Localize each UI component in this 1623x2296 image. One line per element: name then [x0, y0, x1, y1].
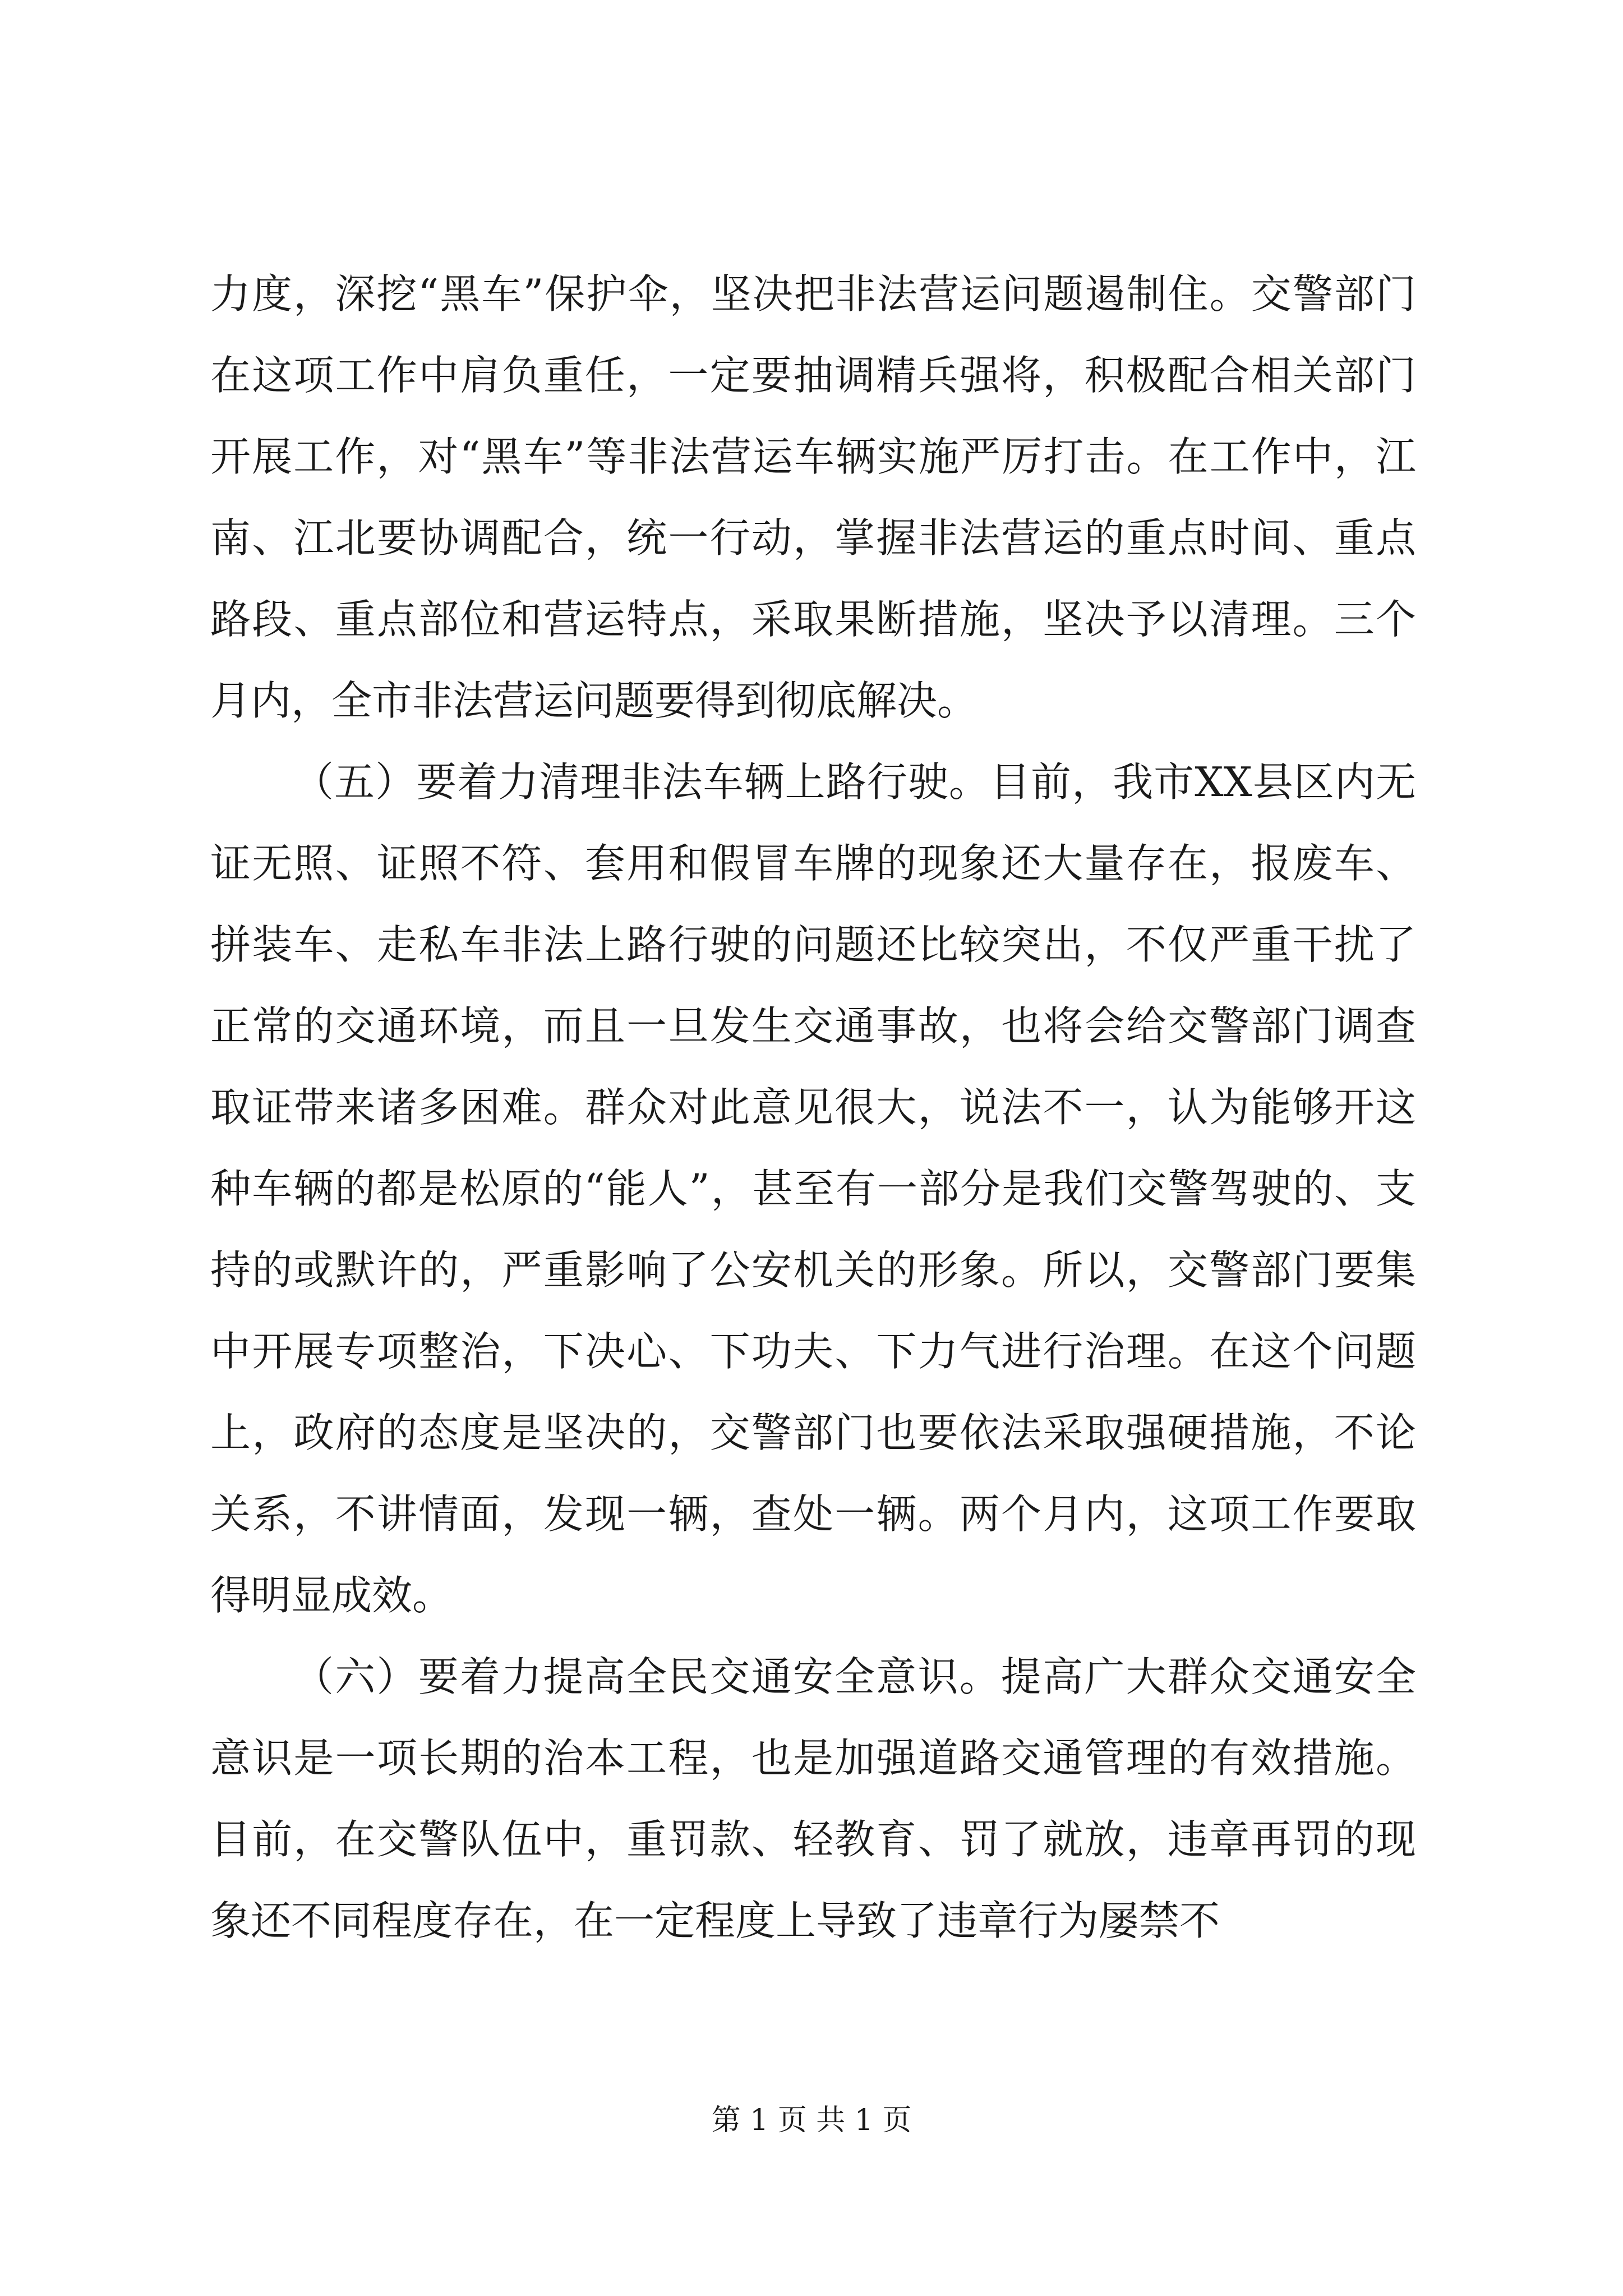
page-footer: 第 1 页 共 1 页 — [711, 2104, 912, 2137]
paragraph-3: （六）要着力提高全民交通安全意识。提高广大群众交通安全意识是一项长期的治本工程，也是加强道路交通管理的有效措施。目前，在交警队伍中，重罚款、轻教育、罚了就放，违章再罚的现象还不同程度存在，在一定程度上导致了违章行为屡禁不 — [210, 1653, 1416, 1944]
paragraph-2: （五）要着力清理非法车辆上路行驶。目前，我市XX县区内无证无照、证照不符、套用和假冒车牌的现象还大量存在，报废车、拼装车、走私车非法上路行驶的问题还比较突出，不仅严重干扰了正常的交通环境，而且一旦发生交通事故，也将会给交警部门调查取证带来诸多困难。群众对此意见很大，说法不一，认为能够开这种车辆的都是松原的“能人”，甚至有一部分是我们交警驾驶的、支持的或默许的，严重影响了公安机关的形象。所以，交警部门要集中开展专项整治，下决心、下功夫、下力气进行治理。在这个问题上，政府的态度是坚决的，交警部门也要依法采取强硬措施，不论关系，不讲情面，发现一辆，查处一辆。两个月内，这项工作要取得明显成效。 — [210, 758, 1416, 1619]
document-body — [210, 254, 1416, 1962]
paragraph-1: 力度，深挖“黑车”保护伞，坚决把非法营运问题遏制住。交警部门在这项工作中肩负重任，一定要抽调精兵强将，积极配合相关部门开展工作，对“黑车”等非法营运车辆实施严厉打击。在工作中，江南、江北要协调配合，统一行动，掌握非法营运的重点时间、重点路段、重点部位和营运特点，采取果断措施，坚决予以清理。三个月内，全市非法营运问题要得到彻底解决。 — [210, 270, 1416, 724]
